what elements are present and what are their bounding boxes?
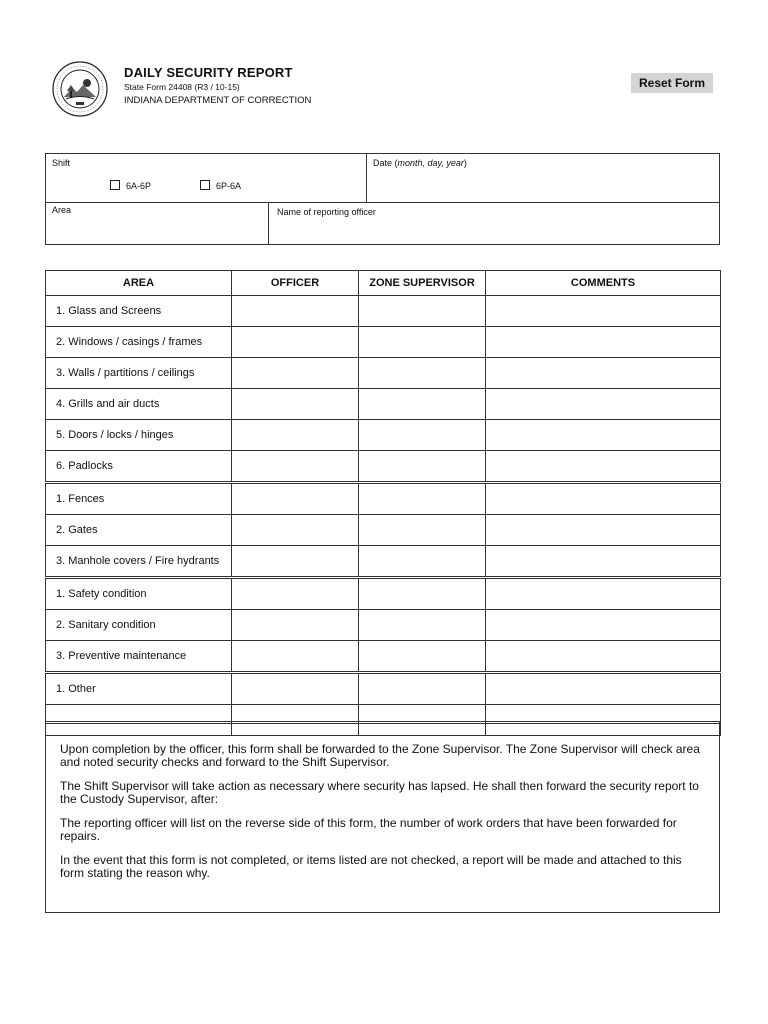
date-format-hint: month, day, year [397, 158, 464, 168]
report-info-box [45, 153, 720, 245]
zone-supervisor-check-cell[interactable] [359, 358, 486, 389]
form-number: State Form 24408 (R3 / 10-15) [124, 82, 240, 92]
comments-column-header: COMMENTS [486, 271, 721, 296]
state-seal-logo [52, 61, 108, 117]
area-label: Area [52, 205, 72, 215]
zone-supervisor-check-cell[interactable] [359, 546, 486, 578]
zone-supervisor-column-header: ZONE SUPERVISOR [359, 271, 486, 296]
zone-supervisor-check-cell[interactable] [359, 515, 486, 546]
zone-supervisor-check-cell[interactable] [359, 641, 486, 673]
officer-check-cell[interactable] [232, 578, 359, 610]
area-cell: 1. Safety condition [46, 578, 232, 610]
instruction-paragraph: The Shift Supervisor will take action as necessary where security has lapsed. He shall then forward the security report to the Custody Supervisor, after: [60, 779, 699, 806]
instruction-paragraph: In the event that this form is not completed, or items listed are not checked, a report will be made and attached to this form stating the reason why. [60, 853, 682, 880]
comments-field[interactable] [486, 641, 721, 673]
table-row [46, 358, 721, 389]
area-cell: 1. Glass and Screens [46, 296, 232, 327]
date-label: Date (month, day, year) [373, 158, 467, 168]
reporting-officer-field[interactable] [271, 218, 717, 242]
comments-field[interactable] [486, 327, 721, 358]
comments-field[interactable] [486, 389, 721, 420]
form-title: DAILY SECURITY REPORT [124, 65, 293, 80]
officer-check-cell[interactable] [232, 420, 359, 451]
table-row [46, 641, 721, 673]
officer-check-cell[interactable] [232, 451, 359, 483]
divider [268, 202, 269, 244]
table-row [46, 546, 721, 578]
area-cell: 1. Other [46, 673, 232, 705]
comments-field[interactable] [486, 358, 721, 389]
officer-check-cell[interactable] [232, 327, 359, 358]
table-row [46, 296, 721, 327]
zone-supervisor-check-cell[interactable] [359, 327, 486, 358]
table-row [46, 327, 721, 358]
shift-6a-6p-checkbox[interactable] [110, 180, 120, 190]
comments-field[interactable] [486, 296, 721, 327]
table-row [46, 420, 721, 451]
comments-field[interactable] [486, 483, 721, 515]
shift-label: Shift [52, 158, 71, 168]
shift-6p-6a-label: 6P-6A [216, 181, 242, 191]
department-name: INDIANA DEPARTMENT OF CORRECTION [124, 95, 312, 106]
area-cell: 6. Padlocks [46, 451, 232, 483]
divider [46, 202, 719, 203]
area-cell: 4. Grills and air ducts [46, 389, 232, 420]
table-row [46, 515, 721, 546]
comments-field[interactable] [486, 451, 721, 483]
zone-supervisor-check-cell[interactable] [359, 389, 486, 420]
comments-field[interactable] [486, 578, 721, 610]
officer-check-cell[interactable] [232, 610, 359, 641]
area-field[interactable] [48, 216, 266, 242]
shift-field [48, 192, 364, 201]
security-checklist-table [45, 270, 721, 736]
instruction-paragraph: Upon completion by the officer, this form shall be forwarded to the Zone Supervisor. The Zone Supervisor will check area and noted security checks and forward to the Shift Supervisor. [60, 742, 700, 769]
officer-column-header: OFFICER [232, 271, 359, 296]
zone-supervisor-check-cell[interactable] [359, 420, 486, 451]
shift-6a-6p-label: 6A-6P [126, 181, 152, 191]
comments-field[interactable] [486, 420, 721, 451]
officer-check-cell[interactable] [232, 673, 359, 705]
area-cell: 1. Fences [46, 483, 232, 515]
comments-field[interactable] [486, 610, 721, 641]
area-column-header: AREA [46, 271, 232, 296]
table-row [46, 483, 721, 515]
area-cell: 3. Walls / partitions / ceilings [46, 358, 232, 389]
officer-check-cell[interactable] [232, 546, 359, 578]
comments-field[interactable] [486, 673, 721, 705]
zone-supervisor-check-cell[interactable] [359, 451, 486, 483]
comments-field[interactable] [486, 546, 721, 578]
zone-supervisor-check-cell[interactable] [359, 673, 486, 705]
table-row [46, 673, 721, 705]
officer-check-cell[interactable] [232, 641, 359, 673]
table-row [46, 610, 721, 641]
area-cell: 3. Preventive maintenance [46, 641, 232, 673]
area-cell: 3. Manhole covers / Fire hydrants [46, 546, 232, 578]
instructions-box [45, 721, 720, 913]
shift-6p-6a-checkbox[interactable] [200, 180, 210, 190]
zone-supervisor-check-cell[interactable] [359, 483, 486, 515]
officer-check-cell[interactable] [232, 515, 359, 546]
area-cell: 2. Sanitary condition [46, 610, 232, 641]
zone-supervisor-check-cell[interactable] [359, 610, 486, 641]
comments-field[interactable] [486, 515, 721, 546]
officer-check-cell[interactable] [232, 483, 359, 515]
instruction-paragraph: The reporting officer will list on the reverse side of this form, the number of work orders that have been forwarded for repairs. [60, 816, 677, 843]
officer-check-cell[interactable] [232, 389, 359, 420]
table-row [46, 389, 721, 420]
area-cell: 2. Windows / casings / frames [46, 327, 232, 358]
reset-form-button[interactable]: Reset Form [631, 73, 713, 93]
area-cell: 5. Doors / locks / hinges [46, 420, 232, 451]
reporting-officer-label: Name of reporting officer [277, 207, 376, 217]
officer-check-cell[interactable] [232, 296, 359, 327]
table-row [46, 451, 721, 483]
date-field[interactable] [368, 172, 718, 200]
divider [366, 154, 367, 202]
zone-supervisor-check-cell[interactable] [359, 578, 486, 610]
area-cell: 2. Gates [46, 515, 232, 546]
officer-check-cell[interactable] [232, 358, 359, 389]
zone-supervisor-check-cell[interactable] [359, 296, 486, 327]
table-row [46, 578, 721, 610]
